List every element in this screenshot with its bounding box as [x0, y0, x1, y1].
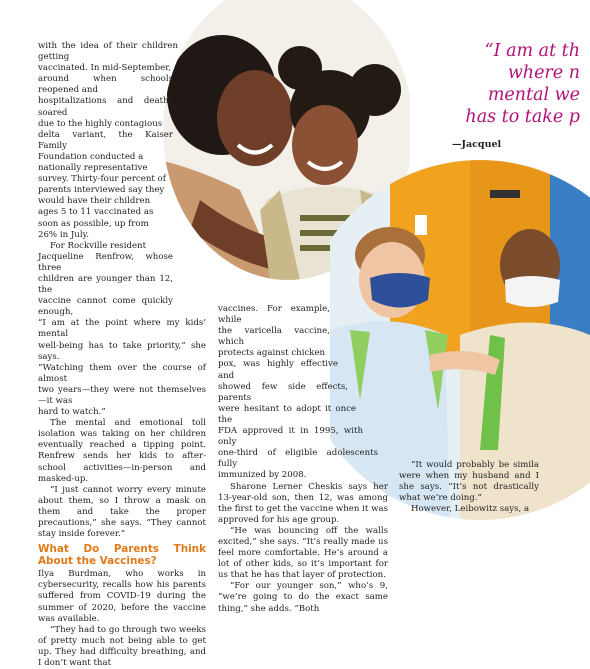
text-line: Jacqueline Renfrow, whose three: [38, 251, 173, 273]
text-line: delta variant, the Kaiser Family: [38, 129, 173, 151]
pull-quote-line: where n: [507, 63, 580, 83]
pull-quote-line: has to take p: [465, 107, 580, 127]
text-line: For Rockville resident: [50, 240, 147, 251]
paragraph: “He was bouncing off the walls excited,” she says. “It’s really made us feel more comfortable. He’s around a lot of other kids, so it’s important for us that he has that layer of protection.: [218, 525, 388, 581]
text-line: well-being has to take priority,” she says.: [38, 340, 206, 362]
text-line: were hesitant to adopt it once the: [218, 403, 356, 425]
text-line: hard to watch.”: [38, 407, 106, 418]
paragraph: Ilya Burdman, who works in cybersecurity, recalls how his parents suffered from COVID-19 during the summer of 2020, before the vaccine was available.: [38, 569, 206, 624]
text-line: two years—they were not themselves—it was: [38, 384, 206, 406]
text-line: FDA approved it in 1995, with only: [218, 426, 363, 448]
text-line: vaccines. For example, while: [218, 304, 330, 326]
text-line: hospitalizations and deaths soared: [38, 96, 173, 118]
text-line: protects against chicken: [218, 348, 326, 359]
paragraph: The mental and emotional toll isolation was taking on her children eventually reached a tipping point. Renfrew sends her kids to after-school activities—in-person and masked-up.: [38, 418, 206, 484]
article-column-1: [38, 41, 206, 669]
paragraph: “I just cannot worry every minute about them, so I throw a mask on them and take the proper precautions,” she says. “They cannot stay inside forever.”: [38, 484, 206, 540]
text-line: “Watching them over the course of almost: [38, 362, 206, 384]
paragraph: “They had to go through two weeks of pretty much not being able to get up. They had difficulty breathing, and I don’t want that: [38, 624, 206, 668]
article-column-3: [399, 460, 539, 515]
text-line: the varicella vaccine, which: [218, 326, 330, 348]
section-subhead: What Do Parents Think About the Vaccines?: [38, 543, 206, 567]
text-line: showed few side effects, parents: [218, 381, 348, 403]
pull-quote-line: mental we: [487, 85, 580, 105]
text-line: would have their children: [38, 196, 151, 207]
text-line: ages 5 to 11 vaccinated as: [38, 207, 154, 218]
article-column-2: [218, 304, 388, 615]
text-line: 26% in July.: [38, 229, 90, 240]
text-line: immunized by 2008.: [218, 470, 307, 481]
text-line: parents interviewed say they: [38, 185, 165, 196]
text-line: with the idea of their children getting: [38, 41, 178, 63]
text-line: vaccine cannot come quickly enough,: [38, 296, 173, 318]
text-line: vaccinated. In mid-September,: [38, 63, 172, 74]
text-line: children are younger than 12, the: [38, 273, 173, 296]
text-line: Foundation conducted a: [38, 151, 144, 162]
pull-quote-line: “I am at th: [484, 41, 580, 61]
text-line: nationally representative: [38, 163, 148, 174]
text-line: soon as possible, up from: [38, 218, 149, 229]
paragraph: “For our younger son,” who’s 9, “we’re going to do the exact same thing,” she adds. “Both: [218, 581, 388, 614]
text-line: survey. Thirty-four percent of: [38, 174, 166, 185]
paragraph: Sharone Lerner Cheskis says her 13-year-old son, then 12, was among the first to get the vaccine when it was approved for his age group.: [218, 481, 388, 525]
text-line: around when schools reopened and: [38, 74, 173, 96]
text-line: due to the highly contagious: [38, 118, 163, 129]
paragraph: However, Leibowitz says, a: [411, 504, 530, 515]
text-line: “I am at the point where my kids’ mental: [38, 318, 206, 340]
pull-quote: [420, 40, 580, 128]
paragraph: “It would probably be simila were when my husband and I she says. “It’s not drastically what we’re doing.”: [399, 460, 539, 504]
text-line: pox, was highly effective and: [218, 359, 338, 381]
text-line: one-third of eligible adolescents fully: [218, 448, 378, 470]
pull-quote-attribution: —Jacquel: [452, 139, 502, 150]
